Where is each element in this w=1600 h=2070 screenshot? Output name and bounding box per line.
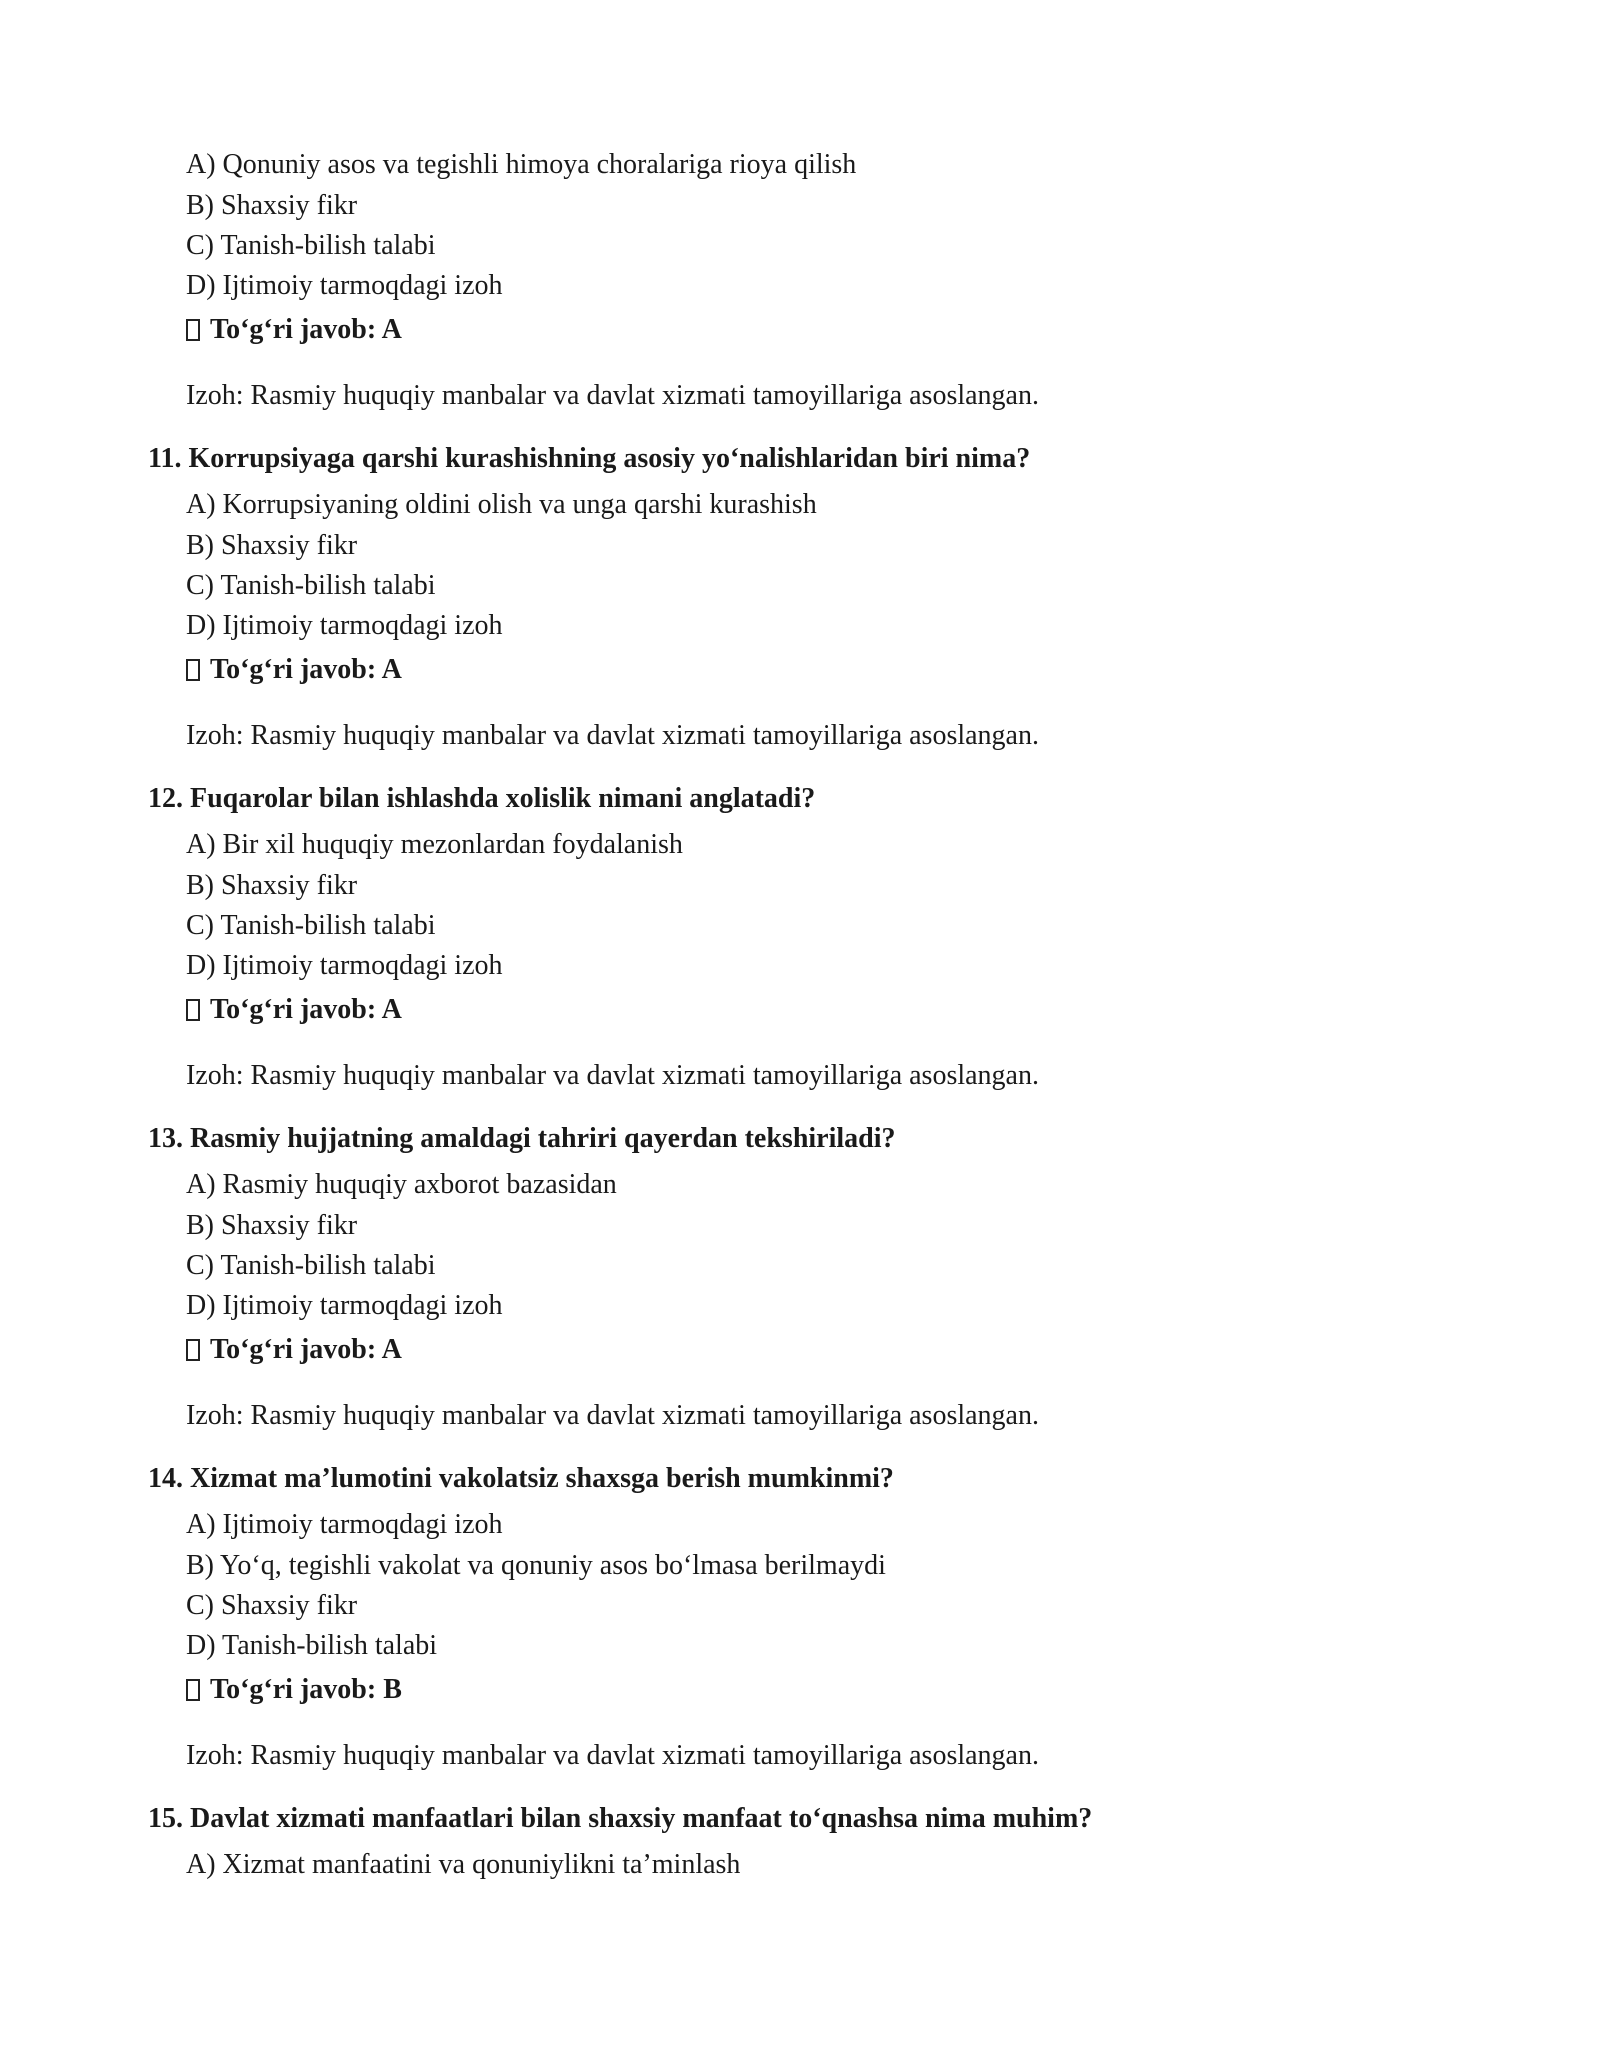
checkbox-icon — [186, 319, 200, 341]
option-b: B) Shaxsiy fikr — [186, 530, 358, 561]
question-title: 13. Rasmiy hujjatning amaldagi tahriri qayerdan tekshiriladi? — [148, 1123, 896, 1154]
option-a: A) Xizmat manfaatini va qonuniylikni ta’minlash — [186, 1849, 741, 1880]
question-title: 15. Davlat xizmati manfaatlari bilan shaxsiy manfaat to‘qnashsa nima muhim? — [148, 1803, 1093, 1834]
option-a: A) Rasmiy huquqiy axborot bazasidan — [186, 1169, 617, 1200]
option-d: D) Ijtimoiy tarmoqdagi izoh — [186, 610, 503, 641]
question-title: 14. Xizmat ma’lumotini vakolatsiz shaxsga berish mumkinmi? — [148, 1463, 894, 1494]
explanation-note: Izoh: Rasmiy huquqiy manbalar va davlat xizmati tamoyillariga asoslangan. — [186, 1740, 1039, 1771]
answer-label: To‘g‘ri javob: — [210, 1334, 377, 1365]
option-c: C) Tanish-bilish talabi — [186, 1250, 436, 1281]
option-a: A) Ijtimoiy tarmoqdagi izoh — [186, 1509, 503, 1540]
explanation-note: Izoh: Rasmiy huquqiy manbalar va davlat xizmati tamoyillariga asoslangan. — [186, 1400, 1039, 1431]
option-c: C) Shaxsiy fikr — [186, 1590, 358, 1621]
answer-letter: A — [381, 994, 402, 1025]
checkbox-icon — [186, 1339, 200, 1361]
checkbox-icon — [186, 1679, 200, 1701]
option-b: B) Shaxsiy fikr — [186, 1210, 358, 1241]
option-d: D) Ijtimoiy tarmoqdagi izoh — [186, 270, 503, 301]
option-d: D) Ijtimoiy tarmoqdagi izoh — [186, 1290, 503, 1321]
correct-answer — [186, 1672, 402, 1708]
option-a: A) Qonuniy asos va tegishli himoya choralariga rioya qilish — [186, 149, 857, 180]
option-d: D) Ijtimoiy tarmoqdagi izoh — [186, 950, 503, 981]
correct-answer — [186, 312, 402, 348]
correct-answer — [186, 1332, 402, 1368]
answer-label: To‘g‘ri javob: — [210, 314, 377, 345]
option-c: C) Tanish-bilish talabi — [186, 570, 436, 601]
question-title: 11. Korrupsiyaga qarshi kurashishning asosiy yo‘nalishlaridan biri nima? — [148, 443, 1031, 474]
option-b: B) Shaxsiy fikr — [186, 870, 358, 901]
option-c: C) Tanish-bilish talabi — [186, 230, 436, 261]
checkbox-icon — [186, 999, 200, 1021]
answer-letter: A — [381, 654, 402, 685]
option-b: B) Shaxsiy fikr — [186, 190, 358, 221]
answer-label: To‘g‘ri javob: — [210, 994, 377, 1025]
correct-answer — [186, 652, 402, 688]
answer-letter: B — [383, 1674, 402, 1705]
question-title: 12. Fuqarolar bilan ishlashda xolislik nimani anglatadi? — [148, 783, 816, 814]
explanation-note: Izoh: Rasmiy huquqiy manbalar va davlat xizmati tamoyillariga asoslangan. — [186, 1060, 1039, 1091]
correct-answer — [186, 992, 402, 1028]
option-c: C) Tanish-bilish talabi — [186, 910, 436, 941]
answer-letter: A — [381, 314, 402, 345]
option-a: A) Korrupsiyaning oldini olish va unga qarshi kurashish — [186, 489, 817, 520]
answer-label: To‘g‘ri javob: — [210, 654, 377, 685]
option-d: D) Tanish-bilish talabi — [186, 1630, 438, 1661]
checkbox-icon — [186, 659, 200, 681]
option-a: A) Bir xil huquqiy mezonlardan foydalanish — [186, 829, 683, 860]
answer-letter: A — [381, 1334, 402, 1365]
answer-label: To‘g‘ri javob: — [210, 1674, 377, 1705]
explanation-note: Izoh: Rasmiy huquqiy manbalar va davlat xizmati tamoyillariga asoslangan. — [186, 720, 1039, 751]
explanation-note: Izoh: Rasmiy huquqiy manbalar va davlat xizmati tamoyillariga asoslangan. — [186, 380, 1039, 411]
option-b: B) Yo‘q, tegishli vakolat va qonuniy asos bo‘lmasa berilmaydi — [186, 1550, 886, 1581]
